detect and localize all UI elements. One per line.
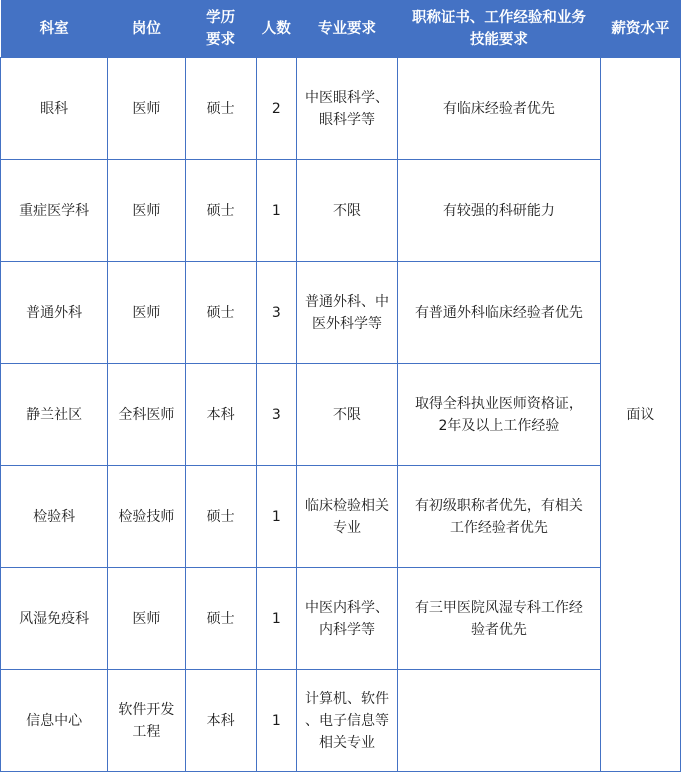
cell-major-line: 计算机、软件 bbox=[304, 690, 389, 707]
cell-headcount: 1 bbox=[256, 466, 296, 568]
cell-position-line: 医师 bbox=[132, 202, 161, 219]
cell-major-line: 不限 bbox=[332, 202, 361, 219]
header-salary: 薪资水平 bbox=[600, 0, 680, 58]
table-row bbox=[1, 160, 681, 262]
cell-requirements bbox=[398, 58, 601, 160]
cell-position-line: 医师 bbox=[132, 610, 161, 627]
cell-position-line: 检验技师 bbox=[118, 508, 175, 525]
cell-department: 风湿免疫科 bbox=[1, 568, 108, 670]
cell-position bbox=[108, 568, 185, 670]
cell-requirements bbox=[398, 262, 601, 364]
table-row bbox=[1, 364, 681, 466]
cell-salary: 面议 bbox=[600, 58, 680, 772]
cell-major bbox=[296, 160, 397, 262]
table-row bbox=[1, 568, 681, 670]
cell-position bbox=[108, 670, 185, 772]
header-major: 专业要求 bbox=[296, 0, 397, 58]
header-requirements bbox=[398, 0, 601, 58]
cell-requirements-line: 有初级职称者优先，有相关 bbox=[414, 497, 583, 514]
cell-headcount: 2 bbox=[256, 58, 296, 160]
cell-major bbox=[296, 262, 397, 364]
cell-major bbox=[296, 568, 397, 670]
cell-requirements-line: 有较强的科研能力 bbox=[442, 202, 555, 219]
header-education bbox=[185, 0, 256, 58]
cell-major bbox=[296, 466, 397, 568]
cell-major-line: 内科学等 bbox=[318, 621, 375, 638]
cell-position bbox=[108, 364, 185, 466]
cell-headcount: 3 bbox=[256, 364, 296, 466]
cell-education: 本科 bbox=[185, 364, 256, 466]
cell-position-line: 医师 bbox=[132, 304, 161, 321]
cell-major-line: 相关专业 bbox=[318, 734, 375, 751]
cell-position bbox=[108, 58, 185, 160]
cell-education: 本科 bbox=[185, 670, 256, 772]
cell-position bbox=[108, 466, 185, 568]
table-row bbox=[1, 466, 681, 568]
cell-major bbox=[296, 58, 397, 160]
cell-department: 眼科 bbox=[1, 58, 108, 160]
cell-major-line: 中医内科学、 bbox=[304, 599, 389, 616]
cell-major bbox=[296, 670, 397, 772]
cell-position-line: 全科医师 bbox=[118, 406, 175, 423]
cell-requirements-line: 取得全科执业医师资格证， bbox=[414, 395, 583, 412]
cell-major-line: 不限 bbox=[332, 406, 361, 423]
cell-position bbox=[108, 160, 185, 262]
cell-major bbox=[296, 364, 397, 466]
cell-requirements-line: 有三甲医院风湿专科工作经 bbox=[414, 599, 583, 616]
cell-major-line: 专业 bbox=[332, 519, 361, 536]
cell-major-line: 眼科学等 bbox=[318, 111, 375, 128]
cell-major-line: 临床检验相关 bbox=[304, 497, 389, 514]
cell-major-line: 普通外科、中 bbox=[304, 293, 389, 310]
header-education-line1: 学历 bbox=[206, 9, 236, 26]
table-row bbox=[1, 670, 681, 772]
cell-position-line: 工程 bbox=[132, 723, 161, 740]
cell-major-line: 、电子信息等 bbox=[304, 712, 389, 729]
cell-position bbox=[108, 262, 185, 364]
header-headcount: 人数 bbox=[256, 0, 296, 58]
cell-education: 硕士 bbox=[185, 160, 256, 262]
cell-department: 检验科 bbox=[1, 466, 108, 568]
cell-requirements-line: 有临床经验者优先 bbox=[442, 100, 555, 117]
cell-department: 信息中心 bbox=[1, 670, 108, 772]
cell-department: 静兰社区 bbox=[1, 364, 108, 466]
cell-requirements bbox=[398, 160, 601, 262]
cell-position-line: 软件开发 bbox=[118, 701, 175, 718]
header-requirements-line1: 职称证书、工作经验和业务 bbox=[411, 9, 586, 26]
cell-education: 硕士 bbox=[185, 568, 256, 670]
header-requirements-line2: 技能要求 bbox=[469, 31, 528, 48]
cell-headcount: 1 bbox=[256, 160, 296, 262]
cell-position-line: 医师 bbox=[132, 100, 161, 117]
cell-requirements-line: 2年及以上工作经验 bbox=[438, 417, 560, 434]
cell-department: 重症医学科 bbox=[1, 160, 108, 262]
header-position: 岗位 bbox=[108, 0, 185, 58]
cell-requirements-line: 工作经验者优先 bbox=[449, 519, 548, 536]
cell-education: 硕士 bbox=[185, 466, 256, 568]
header-education-line2: 要求 bbox=[206, 31, 236, 48]
cell-requirements bbox=[398, 670, 601, 772]
cell-requirements-line: 有普通外科临床经验者优先 bbox=[414, 304, 583, 321]
cell-requirements bbox=[398, 466, 601, 568]
cell-headcount: 3 bbox=[256, 262, 296, 364]
header-department: 科室 bbox=[1, 0, 108, 58]
cell-headcount: 1 bbox=[256, 568, 296, 670]
cell-education: 硕士 bbox=[185, 262, 256, 364]
cell-education: 硕士 bbox=[185, 58, 256, 160]
cell-headcount: 1 bbox=[256, 670, 296, 772]
header-row bbox=[1, 0, 681, 58]
table-row bbox=[1, 262, 681, 364]
table-row bbox=[1, 58, 681, 160]
cell-requirements-line: 验者优先 bbox=[470, 621, 527, 638]
cell-major-line: 医外科学等 bbox=[311, 315, 382, 332]
cell-major-line: 中医眼科学、 bbox=[304, 89, 389, 106]
cell-requirements bbox=[398, 364, 601, 466]
cell-department: 普通外科 bbox=[1, 262, 108, 364]
cell-requirements bbox=[398, 568, 601, 670]
